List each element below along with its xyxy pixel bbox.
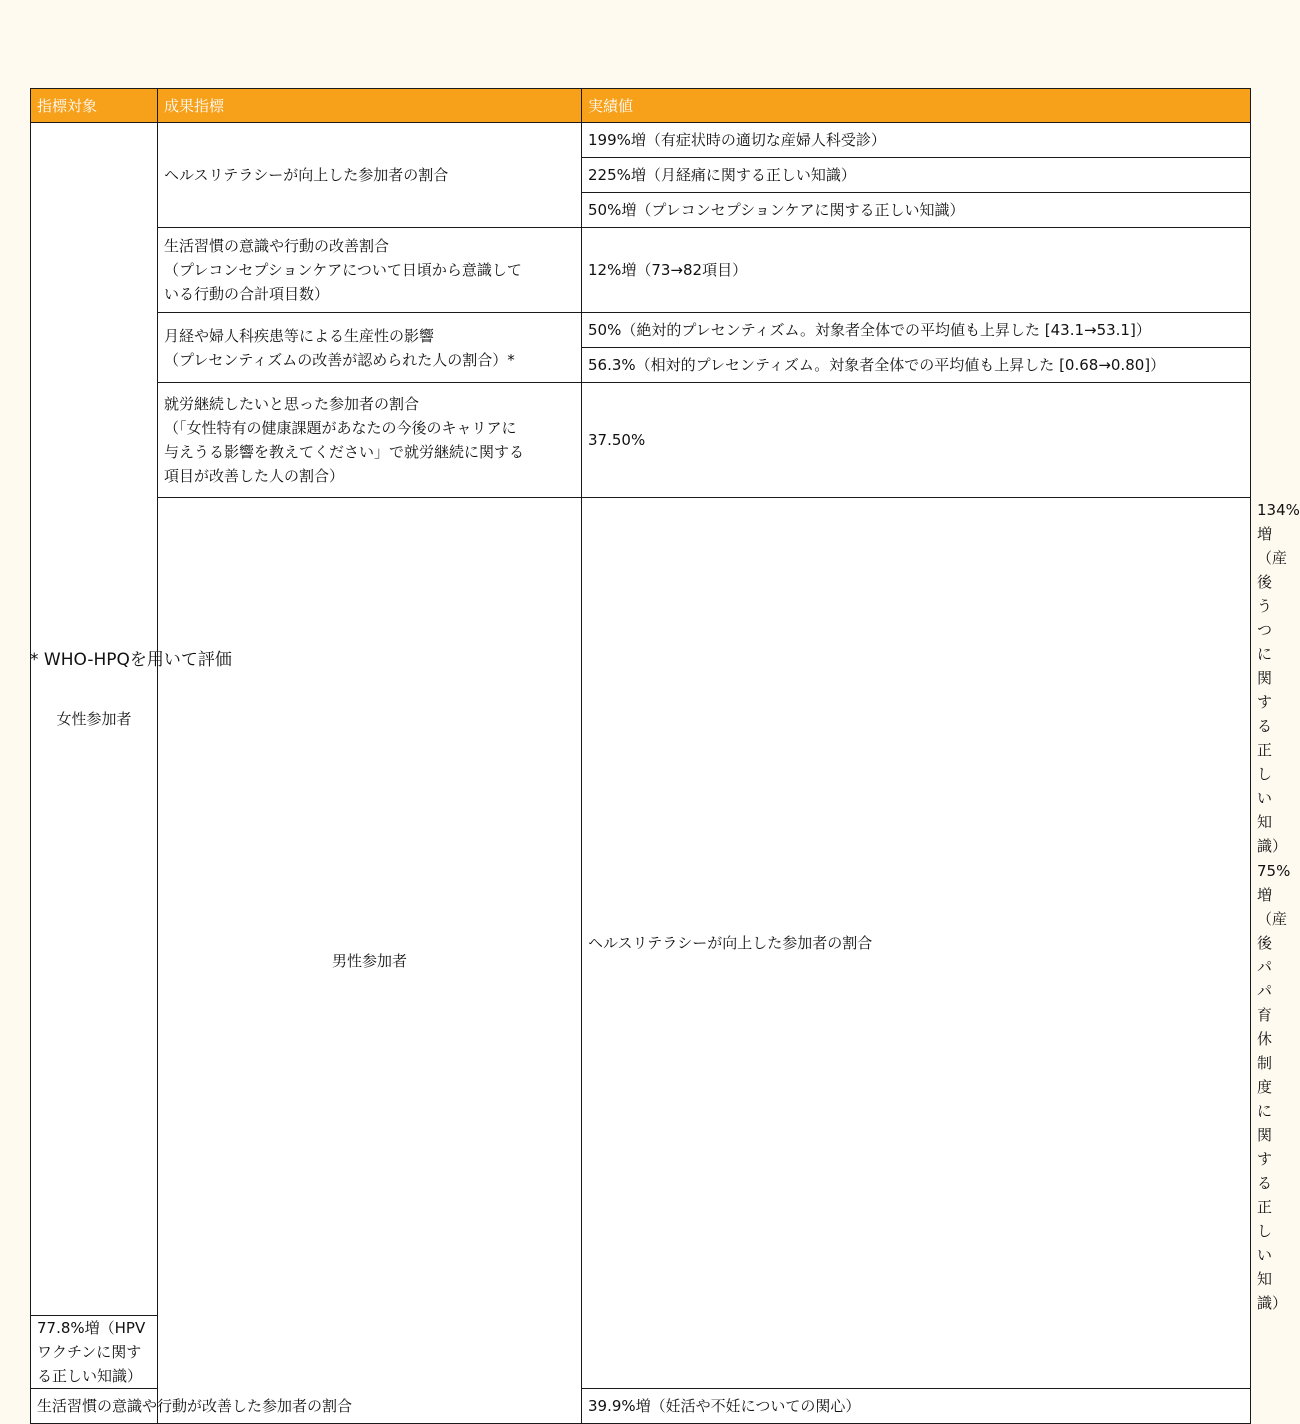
table-row [31,313,1251,348]
result-cell: 77.8%増（HPVワクチンに関する正しい知識） [31,1316,158,1389]
result-cell: 56.3%（相対的プレセンティズム。対象者全体での平均値も上昇した [0.68→0.80]） [582,348,1251,383]
indicator-cell [31,1389,353,1424]
indicator-line: （プレコンセプションケアについて日頃から意識して [164,261,522,279]
indicator-line: 生活習慣の意識や行動が改善した参加者の割合 [37,1397,353,1415]
table-row: 75%増（産後パパ育休制度に関する正しい知識） [1257,862,1291,1312]
result-cell: 12%増（73→82項目） [582,228,1251,313]
header-target: 指標対象 [31,89,158,123]
header-indicator: 成果指標 [158,89,582,123]
result-cell: 50%（絶対的プレセンティズム。対象者全体での平均値も上昇した [43.1→53.1]） [582,313,1251,348]
indicator-line: 与えうる影響を教えてください」で就労継続に関する [164,443,525,461]
group-label-female: 女性参加者 [31,123,158,1316]
indicator-line: ヘルスリテラシーが向上した参加者の割合 [588,934,873,952]
result-cell: 39.9%増（妊活や不妊についての関心） [582,1389,1251,1424]
result-cell: 37.50% [582,383,1251,498]
table-row [31,123,1251,158]
table-row [31,383,1251,498]
indicator-line: ヘルスリテラシーが向上した参加者の割合 [164,166,449,184]
indicator-line: 生活習慣の意識や行動の改善割合 [164,237,390,255]
footnote-text: * WHO-HPQを用いて評価 [30,650,232,670]
group-label-male: 男性参加者 [158,498,582,1424]
indicator-line: いる行動の合計項目数） [164,285,330,303]
result-cell: 50%増（プレコンセプションケアに関する正しい知識） [582,193,1251,228]
result-cell: 199%増（有症状時の適切な産婦人科受診） [582,123,1251,158]
header-result: 実績値 [582,89,1251,123]
indicator-line: （「女性特有の健康課題があなたの今後のキャリアに [164,419,517,437]
indicator-line: 月経や婦人科疾患等による生産性の影響 [164,326,435,345]
results-table-container [30,88,1300,1424]
table-header-row [31,89,1251,123]
indicator-cell [158,123,582,228]
result-cell: 225%増（月経痛に関する正しい知識） [582,158,1251,193]
indicator-cell [582,498,1251,1389]
results-table [30,88,1300,1424]
footnote [30,645,232,670]
table-row: 男性参加者 ヘルスリテラシーが向上した参加者の割合 134%増（産後うつに関する正しい知識） [31,498,1251,859]
indicator-line: 項目が改善した人の割合） [164,467,345,485]
indicator-line: （プレセンティズムの改善が認められた人の割合）* [164,350,515,369]
indicator-line: 就労継続したいと思った参加者の割合 [164,395,420,413]
indicator-cell [158,228,582,313]
indicator-cell [158,313,582,383]
table-row [31,228,1251,313]
indicator-cell [158,383,582,498]
